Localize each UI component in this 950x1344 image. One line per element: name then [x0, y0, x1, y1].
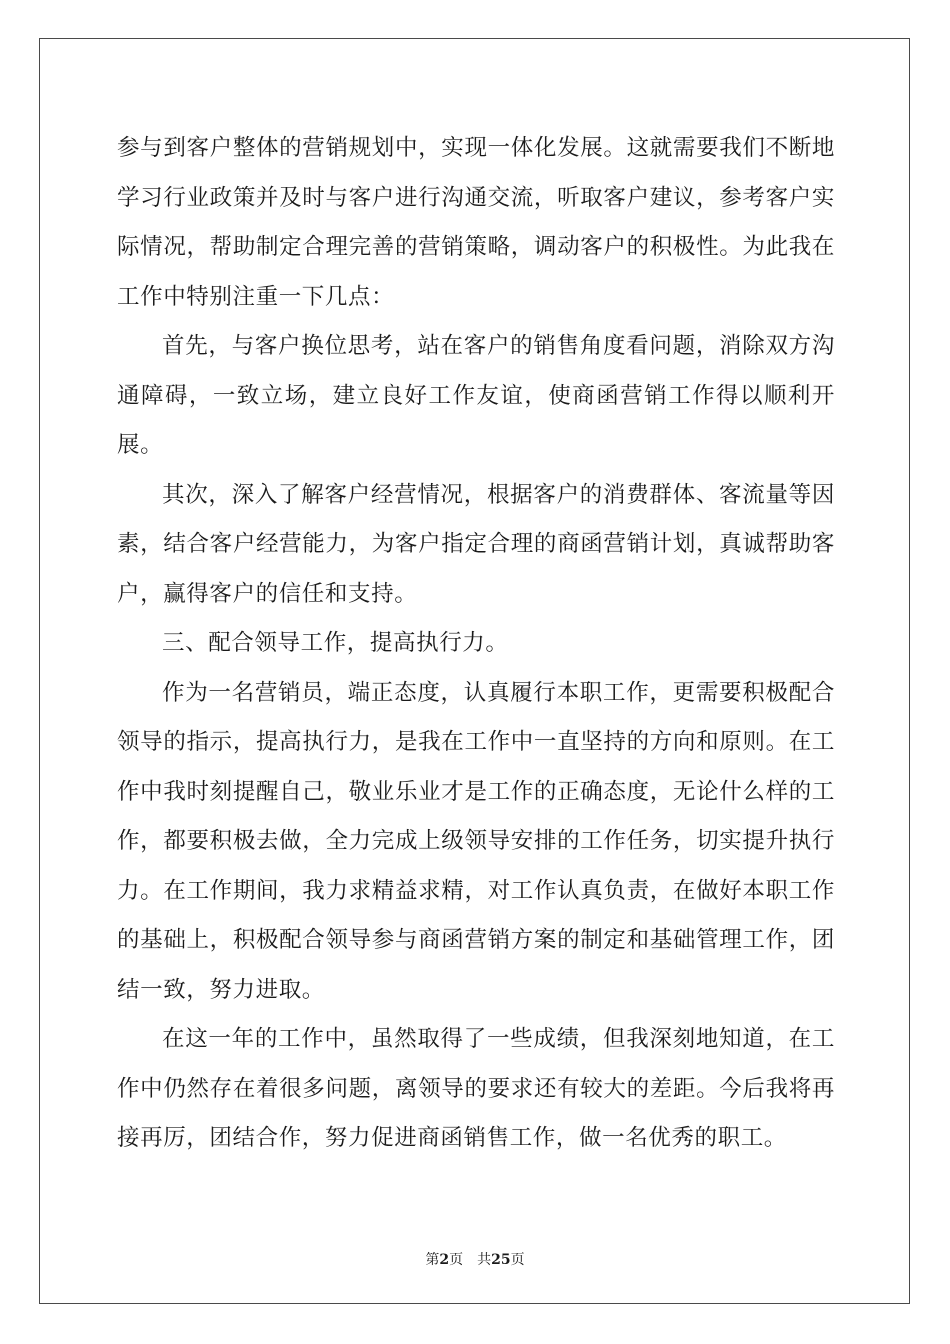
footer-total-unit: 页: [510, 1252, 525, 1268]
footer-page-number: 2: [439, 1252, 450, 1268]
paragraph-5: 作为一名营销员，端正态度，认真履行本职工作，更需要积极配合领导的指示，提高执行力，是我在工作中一直坚持的方向和原则。在工作中我时刻提醒自己，敬业乐业才是工作的正确态度，无论什么样的工作，都要积极去做，全力完成上级领导安排的工作任务，切实提升执行力。在工作期间，我力求精益求精，对工作认真负责，在做好本职工作的基础上，积极配合领导参与商函营销方案的制定和基础管理工作，团结一致，努力进取。: [117, 679, 835, 1003]
section-heading: 三、配合领导工作，提高执行力。: [162, 630, 509, 656]
footer-page-unit: 页: [449, 1252, 464, 1268]
document-body: [117, 124, 835, 1164]
footer-prefix: 第: [425, 1252, 440, 1268]
footer-total-prefix: 共: [477, 1252, 492, 1268]
footer-total-pages: 25: [491, 1252, 511, 1268]
paragraph-3: 其次，深入了解客户经营情况，根据客户的消费群体、客流量等因素，结合客户经营能力，为客户指定合理的商函营销计划，真诚帮助客户，赢得客户的信任和支持。: [117, 481, 835, 607]
page-footer: [0, 1249, 950, 1269]
paragraph-2: 首先，与客户换位思考，站在客户的销售角度看问题，消除双方沟通障碍，一致立场，建立良好工作友谊，使商函营销工作得以顺利开展。: [117, 333, 835, 458]
paragraph-1: 参与到客户整体的营销规划中，实现一体化发展。这就需要我们不断地学习行业政策并及时与客户进行沟通交流，听取客户建议，参考客户实际情况，帮助制定合理完善的营销策略，调动客户的积极性。为此我在工作中特别注重一下几点：: [117, 135, 835, 310]
paragraph-6: 在这一年的工作中，虽然取得了一些成绩，但我深刻地知道，在工作中仍然存在着很多问题，离领导的要求还有较大的差距。今后我将再接再厉，团结合作，努力促进商函销售工作，做一名优秀的职工。: [117, 1026, 835, 1151]
